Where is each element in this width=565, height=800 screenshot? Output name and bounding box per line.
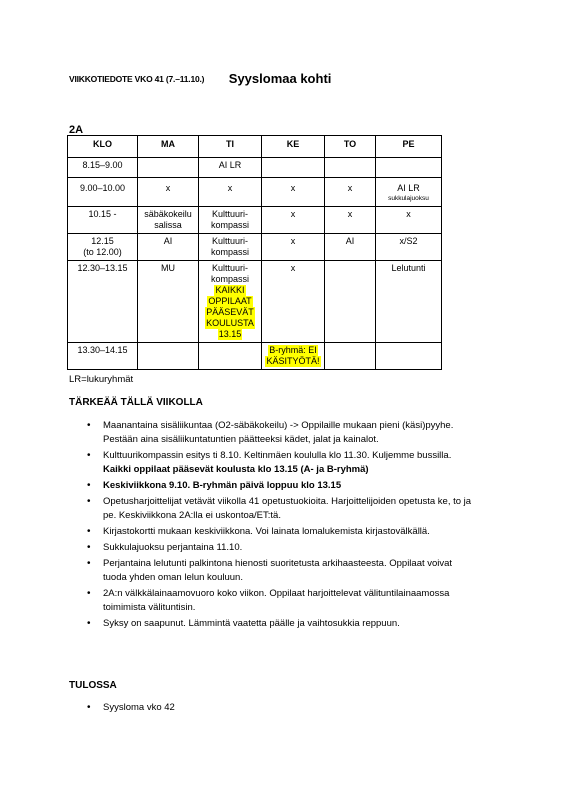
header-to: TO bbox=[325, 136, 376, 158]
cell-to: x bbox=[325, 206, 376, 233]
cell-to bbox=[325, 342, 376, 369]
cell-ti-line2: kompassi bbox=[210, 273, 249, 284]
cell-ti-line1: Kulttuuri- bbox=[211, 208, 248, 219]
cell-klo: 13.30–14.15 bbox=[68, 342, 138, 369]
table-legend: LR=lukuryhmät bbox=[69, 374, 134, 385]
schedule-header-row bbox=[68, 136, 442, 158]
cell-to: AI bbox=[325, 233, 376, 260]
cell-klo bbox=[68, 233, 138, 260]
table-row bbox=[68, 206, 442, 233]
cell-ke: x bbox=[262, 233, 325, 260]
bullet-icon: • bbox=[87, 496, 91, 507]
cell-ke: x bbox=[262, 178, 325, 207]
header-klo: KLO bbox=[68, 136, 138, 158]
schedule-table bbox=[67, 135, 442, 370]
list-item-text: Sukkulajuoksu perjantaina 11.10. bbox=[103, 542, 243, 553]
header-ke: KE bbox=[262, 136, 325, 158]
cell-ma-line2: salissa bbox=[154, 219, 182, 230]
all-pupils-leave-note bbox=[201, 285, 259, 340]
header-ti: TI bbox=[199, 136, 262, 158]
header-ma: MA bbox=[138, 136, 199, 158]
cell-ma bbox=[138, 206, 199, 233]
b-group-no-crafts-line2: KÄSITYÖTÄ! bbox=[266, 355, 320, 366]
bullet-icon: • bbox=[87, 558, 91, 569]
cell-pe: Lelutunti bbox=[376, 260, 442, 342]
bullet-icon: • bbox=[87, 526, 91, 537]
cell-ma: AI bbox=[138, 233, 199, 260]
cell-ti bbox=[199, 206, 262, 233]
highlight-line: PÄÄSEVÄT bbox=[206, 306, 254, 317]
highlight-line: 13.15 bbox=[218, 328, 242, 339]
bullet-icon: • bbox=[87, 450, 91, 461]
list-item-text: Maanantaina sisäliikuntaa (O2-säbäkokeilu) -> Oppilaille mukaan pieni (käsi)pyyhe. Pestään aina sisäliikuntatuntien päätteeksi kädet, jalat ja kainalot. bbox=[103, 420, 454, 445]
list-item-text: Keskiviikkona 9.10. B-ryhmän päivä loppuu klo 13.15 bbox=[103, 480, 342, 491]
cell-ke bbox=[262, 342, 325, 369]
cell-ti: AI LR bbox=[199, 158, 262, 178]
cell-klo: 8.15–9.00 bbox=[68, 158, 138, 178]
cell-klo: 10.15 - bbox=[68, 206, 138, 233]
cell-pe-main: AI LR bbox=[397, 183, 420, 193]
cell-ma bbox=[138, 342, 199, 369]
cell-klo-line2: (to 12.00) bbox=[83, 246, 122, 257]
list-item-text: Kirjastokortti mukaan keskiviikkona. Voi lainata lomalukemista kirjastovälkällä. bbox=[103, 526, 430, 537]
cell-klo: 12.30–13.15 bbox=[68, 260, 138, 342]
list-item-text: 2A:n välkkälainaamovuoro koko viikon. Oppilaat harjoittelevat välituntilainaamossa toimimista välituntisin. bbox=[103, 588, 450, 613]
cell-ke bbox=[262, 158, 325, 178]
cell-pe bbox=[376, 342, 442, 369]
list-item bbox=[75, 525, 475, 539]
cell-ti-line2: kompassi bbox=[210, 219, 249, 230]
list-item-text: Opetusharjoittelijat vetävät viikolla 41 opetustuokioita. Harjoittelijoiden opetusta ke, to ja pe. Keskiviikkona 2A:lla ei uskontoa/ET:tä. bbox=[103, 496, 472, 521]
cell-ti bbox=[199, 342, 262, 369]
list-item bbox=[75, 587, 475, 615]
upcoming-section-title: TULOSSA bbox=[69, 680, 117, 691]
cell-to: x bbox=[325, 178, 376, 207]
list-item-text: Perjantaina lelutunti palkintona hienosti suoritetusta arkihaasteesta. Oppilaat voivat tuoda yhden oman lelun kouluun. bbox=[103, 558, 453, 583]
table-row bbox=[68, 260, 442, 342]
cell-ke: x bbox=[262, 260, 325, 342]
cell-ti bbox=[199, 260, 262, 342]
table-row bbox=[68, 233, 442, 260]
cell-ti: x bbox=[199, 178, 262, 207]
bullet-icon: • bbox=[87, 420, 91, 431]
cell-klo: 9.00–10.00 bbox=[68, 178, 138, 207]
list-item bbox=[75, 557, 475, 585]
bullet-icon: • bbox=[87, 542, 91, 553]
important-section-title: TÄRKEÄÄ TÄLLÄ VIIKOLLA bbox=[69, 397, 203, 408]
cell-ti bbox=[199, 233, 262, 260]
weekly-bulletin-title: VIIKKOTIEDOTE VKO 41 (7.–11.10.) bbox=[69, 73, 205, 84]
bullet-icon: • bbox=[87, 480, 91, 491]
list-item-bold-text: Kaikki oppilaat pääsevät koulusta klo 13.15 (A- ja B-ryhmä) bbox=[103, 464, 369, 475]
cell-ti-line2: kompassi bbox=[210, 246, 249, 257]
bullet-icon: • bbox=[87, 702, 91, 713]
list-item bbox=[75, 701, 475, 715]
cell-to bbox=[325, 260, 376, 342]
cell-ma: MU bbox=[138, 260, 199, 342]
list-item bbox=[75, 495, 475, 523]
table-row bbox=[68, 158, 442, 178]
cell-ma bbox=[138, 158, 199, 178]
cell-pe bbox=[376, 178, 442, 207]
list-item bbox=[75, 541, 475, 555]
important-list bbox=[75, 419, 475, 633]
list-item-text: Kulttuurikompassin esitys ti 8.10. Keltinmäen koululla klo 11.30. Kuljemme bussilla. bbox=[103, 450, 452, 461]
bullet-icon: • bbox=[87, 588, 91, 599]
list-item bbox=[75, 479, 475, 493]
cell-ma: x bbox=[138, 178, 199, 207]
header-pe: PE bbox=[376, 136, 442, 158]
list-item-text: Syksy on saapunut. Lämmintä vaatetta päälle ja vaihtosukkia reppuun. bbox=[103, 618, 400, 629]
cell-to bbox=[325, 158, 376, 178]
highlight-line: KOULUSTA bbox=[206, 317, 254, 328]
cell-pe: x/S2 bbox=[376, 233, 442, 260]
cell-pe bbox=[376, 158, 442, 178]
list-item bbox=[75, 419, 475, 447]
table-row bbox=[68, 178, 442, 207]
cell-ti-line1: Kulttuuri- bbox=[211, 235, 248, 246]
cell-ke: x bbox=[262, 206, 325, 233]
cell-ti-line1: Kulttuuri- bbox=[211, 262, 248, 273]
document-header bbox=[69, 70, 331, 88]
list-item bbox=[75, 617, 475, 631]
bullet-icon: • bbox=[87, 618, 91, 629]
highlight-line: OPPILAAT bbox=[208, 295, 252, 306]
table-row bbox=[68, 342, 442, 369]
cell-pe: x bbox=[376, 206, 442, 233]
bulletin-headline: Syyslomaa kohti bbox=[228, 71, 332, 87]
list-item bbox=[75, 449, 475, 477]
highlight-line: KAIKKI bbox=[215, 284, 245, 295]
cell-klo-line1: 12.15 bbox=[91, 235, 114, 246]
cell-pe-note: sukkulajuoksu bbox=[388, 195, 429, 202]
class-label: 2A bbox=[69, 124, 84, 136]
cell-ma-line1: säbäkokeilu bbox=[144, 208, 192, 219]
list-item-text: Syysloma vko 42 bbox=[103, 702, 175, 713]
b-group-no-crafts-line1: B-ryhmä: EI bbox=[269, 344, 317, 355]
upcoming-list bbox=[75, 701, 475, 717]
